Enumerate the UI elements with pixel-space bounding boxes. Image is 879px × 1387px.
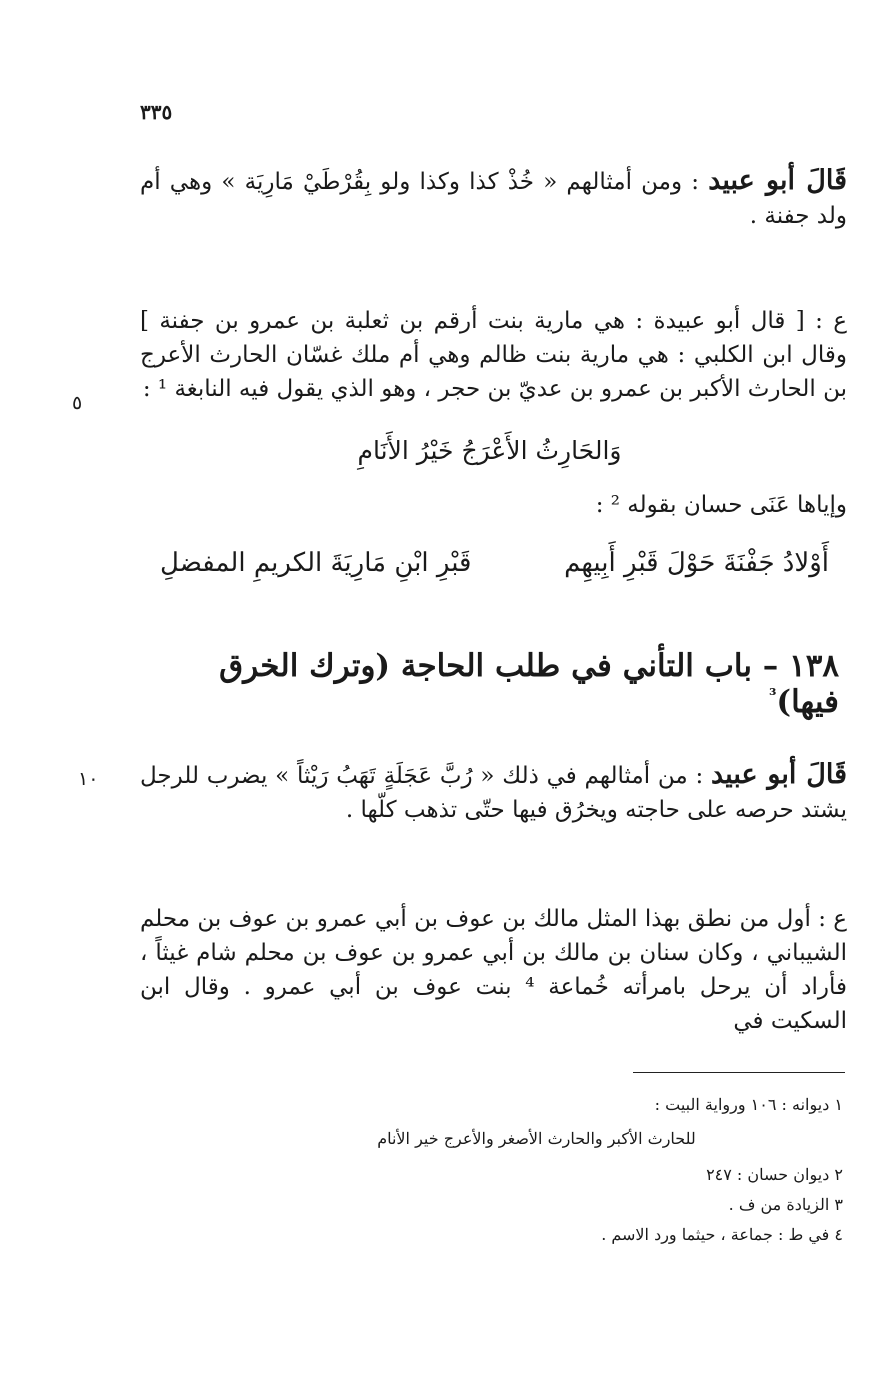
verse-hemistich-first: أَوْلادُ جَفْنَةَ حَوْلَ قَبْرِ أَبِيهِم (564, 548, 829, 578)
footnote-1-verse: للحارث الأكبر والحارث الأصغر والأعرج خير الأنام (377, 1129, 696, 1148)
speaker-label: قَالَ أبو عبيد (708, 165, 848, 196)
verse-hemistich-second: قَبْرِ ابْنِ مَارِيَةَ الكريمِ المفضلِ (160, 548, 472, 578)
verse-intro (140, 488, 847, 522)
page-number: ٣٣٥ (140, 100, 173, 124)
paragraph-text: ع : [ قال أبو عبيدة : هي مارية بنت أرقم بن ثعلبة بن عمرو بن جفنة ] وقال ابن الكلبي : هي مارية بنت ظالم وهي أم ملك غسّان الحارث الأعرج بن الحارث الأكبر بن عمرو بن عديّ بن حجر ، وهو الذي يقول فيه النابغة ¹ : (140, 308, 847, 402)
footnote-4: ٤ في ط : جماعة ، حيثما ورد الاسم . (601, 1225, 843, 1244)
footnote-3: ٣ الزيادة من ف . (728, 1195, 843, 1214)
paragraph-text: : من أمثالهم في ذلك « رُبَّ عَجَلَةٍ تَهَبُ رَيْثاً » يضرب للرجل يشتد حرصه على حاجته ويخرُق فيها حتّى تذهب كلّها . (140, 763, 847, 823)
footnote-divider (633, 1072, 845, 1073)
speaker-label: قَالَ أبو عبيد (711, 759, 847, 790)
paragraph-text: ع : أول من نطق بهذا المثل مالك بن عوف بن أبي عمرو بن عوف بن محلم الشيباني ، وكان سنان بن مالك بن أبي عمرو بن عوف بن محلم شام غيثاً ، فأراد أن يرحل بامرأته خُماعة ⁴ بنت عوف بن أبي عمرو . وقال ابن السكيت في (140, 906, 847, 1034)
line-number-10: ١٠ (78, 768, 99, 790)
footnote-2: ٢ ديوان حسان : ٢٤٧ (706, 1165, 843, 1184)
chapter-heading (150, 648, 839, 720)
chapter-footnote-mark: ³ (768, 685, 777, 706)
footnotes (140, 1090, 843, 1250)
verse-line: وَالحَارِثُ الأَعْرَجُ خَيْرُ الأَنَامِ (357, 436, 622, 465)
footnote-1: ١ ديوانه : ١٠٦ ورواية البيت : (654, 1095, 843, 1114)
paragraph-4 (140, 902, 847, 1038)
paragraph-3 (140, 758, 847, 827)
paragraph-2 (140, 304, 847, 406)
verse-couplet (160, 548, 829, 578)
paragraph-1 (140, 164, 847, 233)
paragraph-text: وإياها عَنَى حسان بقوله ² : (595, 492, 847, 518)
paragraph-text: : ومن أمثالهم « خُذْ كذا وكذا ولو بِقُرْطَيْ مَارِيَة » وهي أم ولد جفنة . (140, 169, 847, 229)
chapter-title: ١٣٨ – باب التأني في طلب الحاجة (وترك الخرق فيها) (219, 648, 839, 720)
line-number-5: ٥ (72, 392, 83, 414)
